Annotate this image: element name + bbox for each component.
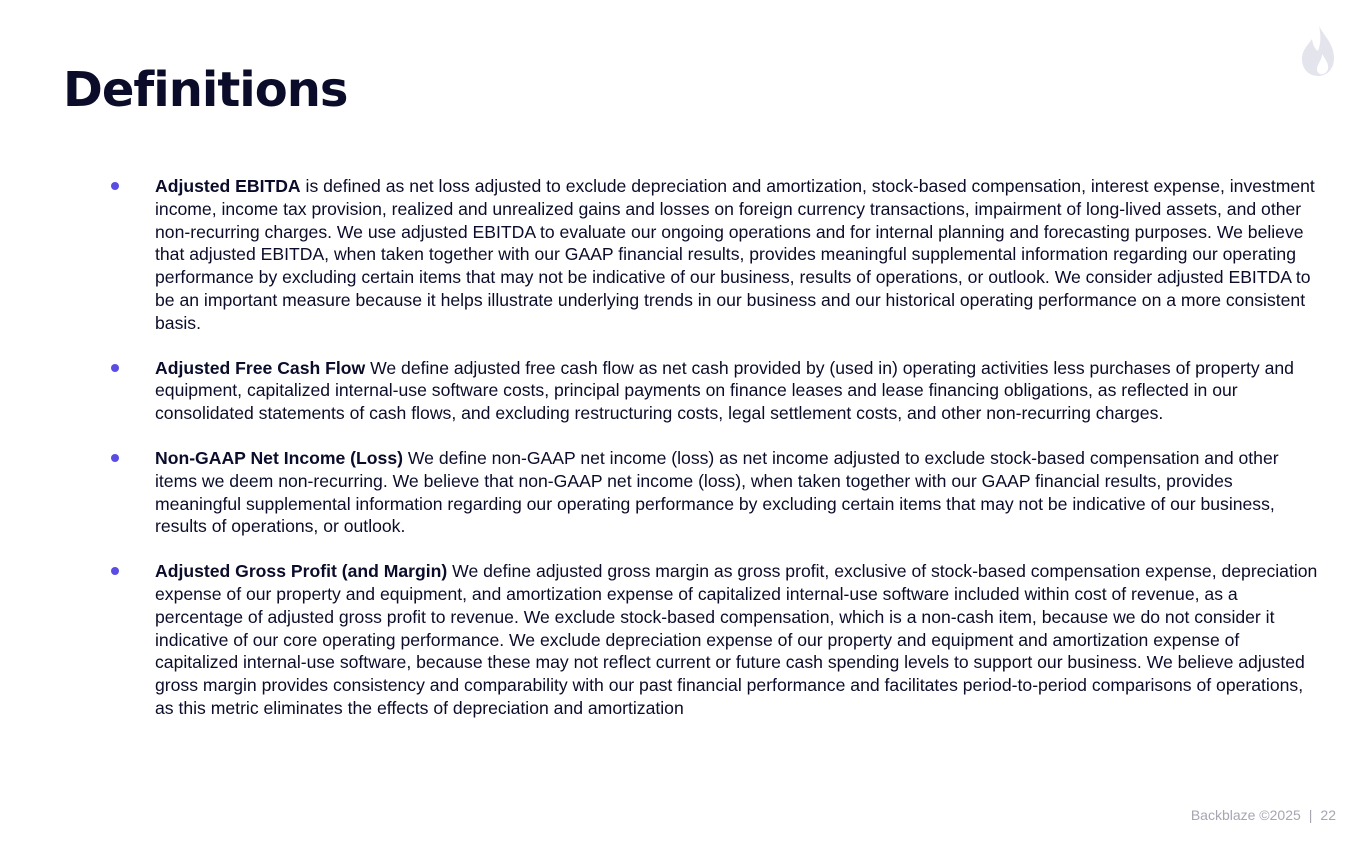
definition-item-adjusted-gross-profit bbox=[108, 560, 1323, 720]
page-number: 22 bbox=[1320, 807, 1336, 823]
definitions-list bbox=[108, 175, 1323, 742]
definition-item-adjusted-free-cash-flow bbox=[108, 357, 1323, 425]
definition-text: We define non-GAAP net income (loss) as net income adjusted to exclude stock-based compensation and other items we deem non-recurring. We believe that non-GAAP net income (loss), when taken together with our GAAP financial results, provides meaningful supplemental information regarding our operating performance by excluding certain items that may not be indicative of our business, results of operations, or outlook. bbox=[155, 447, 1279, 537]
flame-icon bbox=[1300, 24, 1336, 78]
definition-term: Non-GAAP Net Income (Loss) bbox=[155, 447, 403, 468]
footer-separator: | bbox=[1308, 807, 1313, 823]
slide-footer bbox=[1191, 806, 1336, 824]
bullet-dot bbox=[111, 364, 119, 372]
page-title: Definitions bbox=[63, 62, 348, 118]
footer-company: Backblaze ©2025 bbox=[1190, 807, 1301, 823]
bullet-dot bbox=[111, 454, 119, 462]
definition-text: We define adjusted free cash flow as net cash provided by (used in) operating activities less purchases of property and equipment, capitalized internal-use software costs, principal payments on finance leases and lease financing obligations, as reflected in our consolidated statements of cash flows, and excluding restructuring costs, legal settlement costs, and other non-recurring charges. bbox=[155, 357, 1294, 424]
bullet-dot bbox=[111, 567, 119, 575]
bullet-dot bbox=[111, 182, 119, 190]
definition-term: Adjusted EBITDA bbox=[155, 176, 301, 196]
definition-text: is defined as net loss adjusted to exclude depreciation and amortization, stock-based compensation, interest expense, investment income, income tax provision, realized and unrealized gains and losses on foreign currency transactions, impairment of long-lived assets, and other non-recurring charges. We use adjusted EBITDA to evaluate our ongoing operations and for internal planning and forecasting purposes. We believe that adjusted EBITDA, when taken together with our GAAP financial results, provides meaningful supplemental information regarding our operating performance by excluding certain items that may not be indicative of our business, results of operations, or outlook. We consider adjusted EBITDA to be an important measure because it helps illustrate underlying trends in our business and our historical operating performance on a more consistent basis. bbox=[155, 176, 1315, 333]
definition-item-adjusted-ebitda bbox=[108, 175, 1323, 335]
definition-text: We define adjusted gross margin as gross profit, exclusive of stock-based compensation expense, depreciation expense of our property and equipment, and amortization expense of capitalized internal-use software included within cost of revenue, as a percentage of adjusted gross profit to revenue. We exclude stock-based compensation, which is a non-cash item, because we do not consider it indicative of our core operating performance. We exclude depreciation expense of our property and equipment and amortization expense of capitalized internal-use software, because these may not reflect current or future cash spending levels to support our business. We believe adjusted gross margin provides consistency and comparability with our past financial performance and facilitates period-to-period comparisons of operations, as this metric eliminates the effects of depreciation and amortization bbox=[155, 561, 1318, 718]
definition-term: Adjusted Free Cash Flow bbox=[155, 357, 366, 378]
definition-item-non-gaap-net-income bbox=[108, 447, 1323, 538]
definition-term: Adjusted Gross Profit (and Margin) bbox=[155, 561, 448, 582]
